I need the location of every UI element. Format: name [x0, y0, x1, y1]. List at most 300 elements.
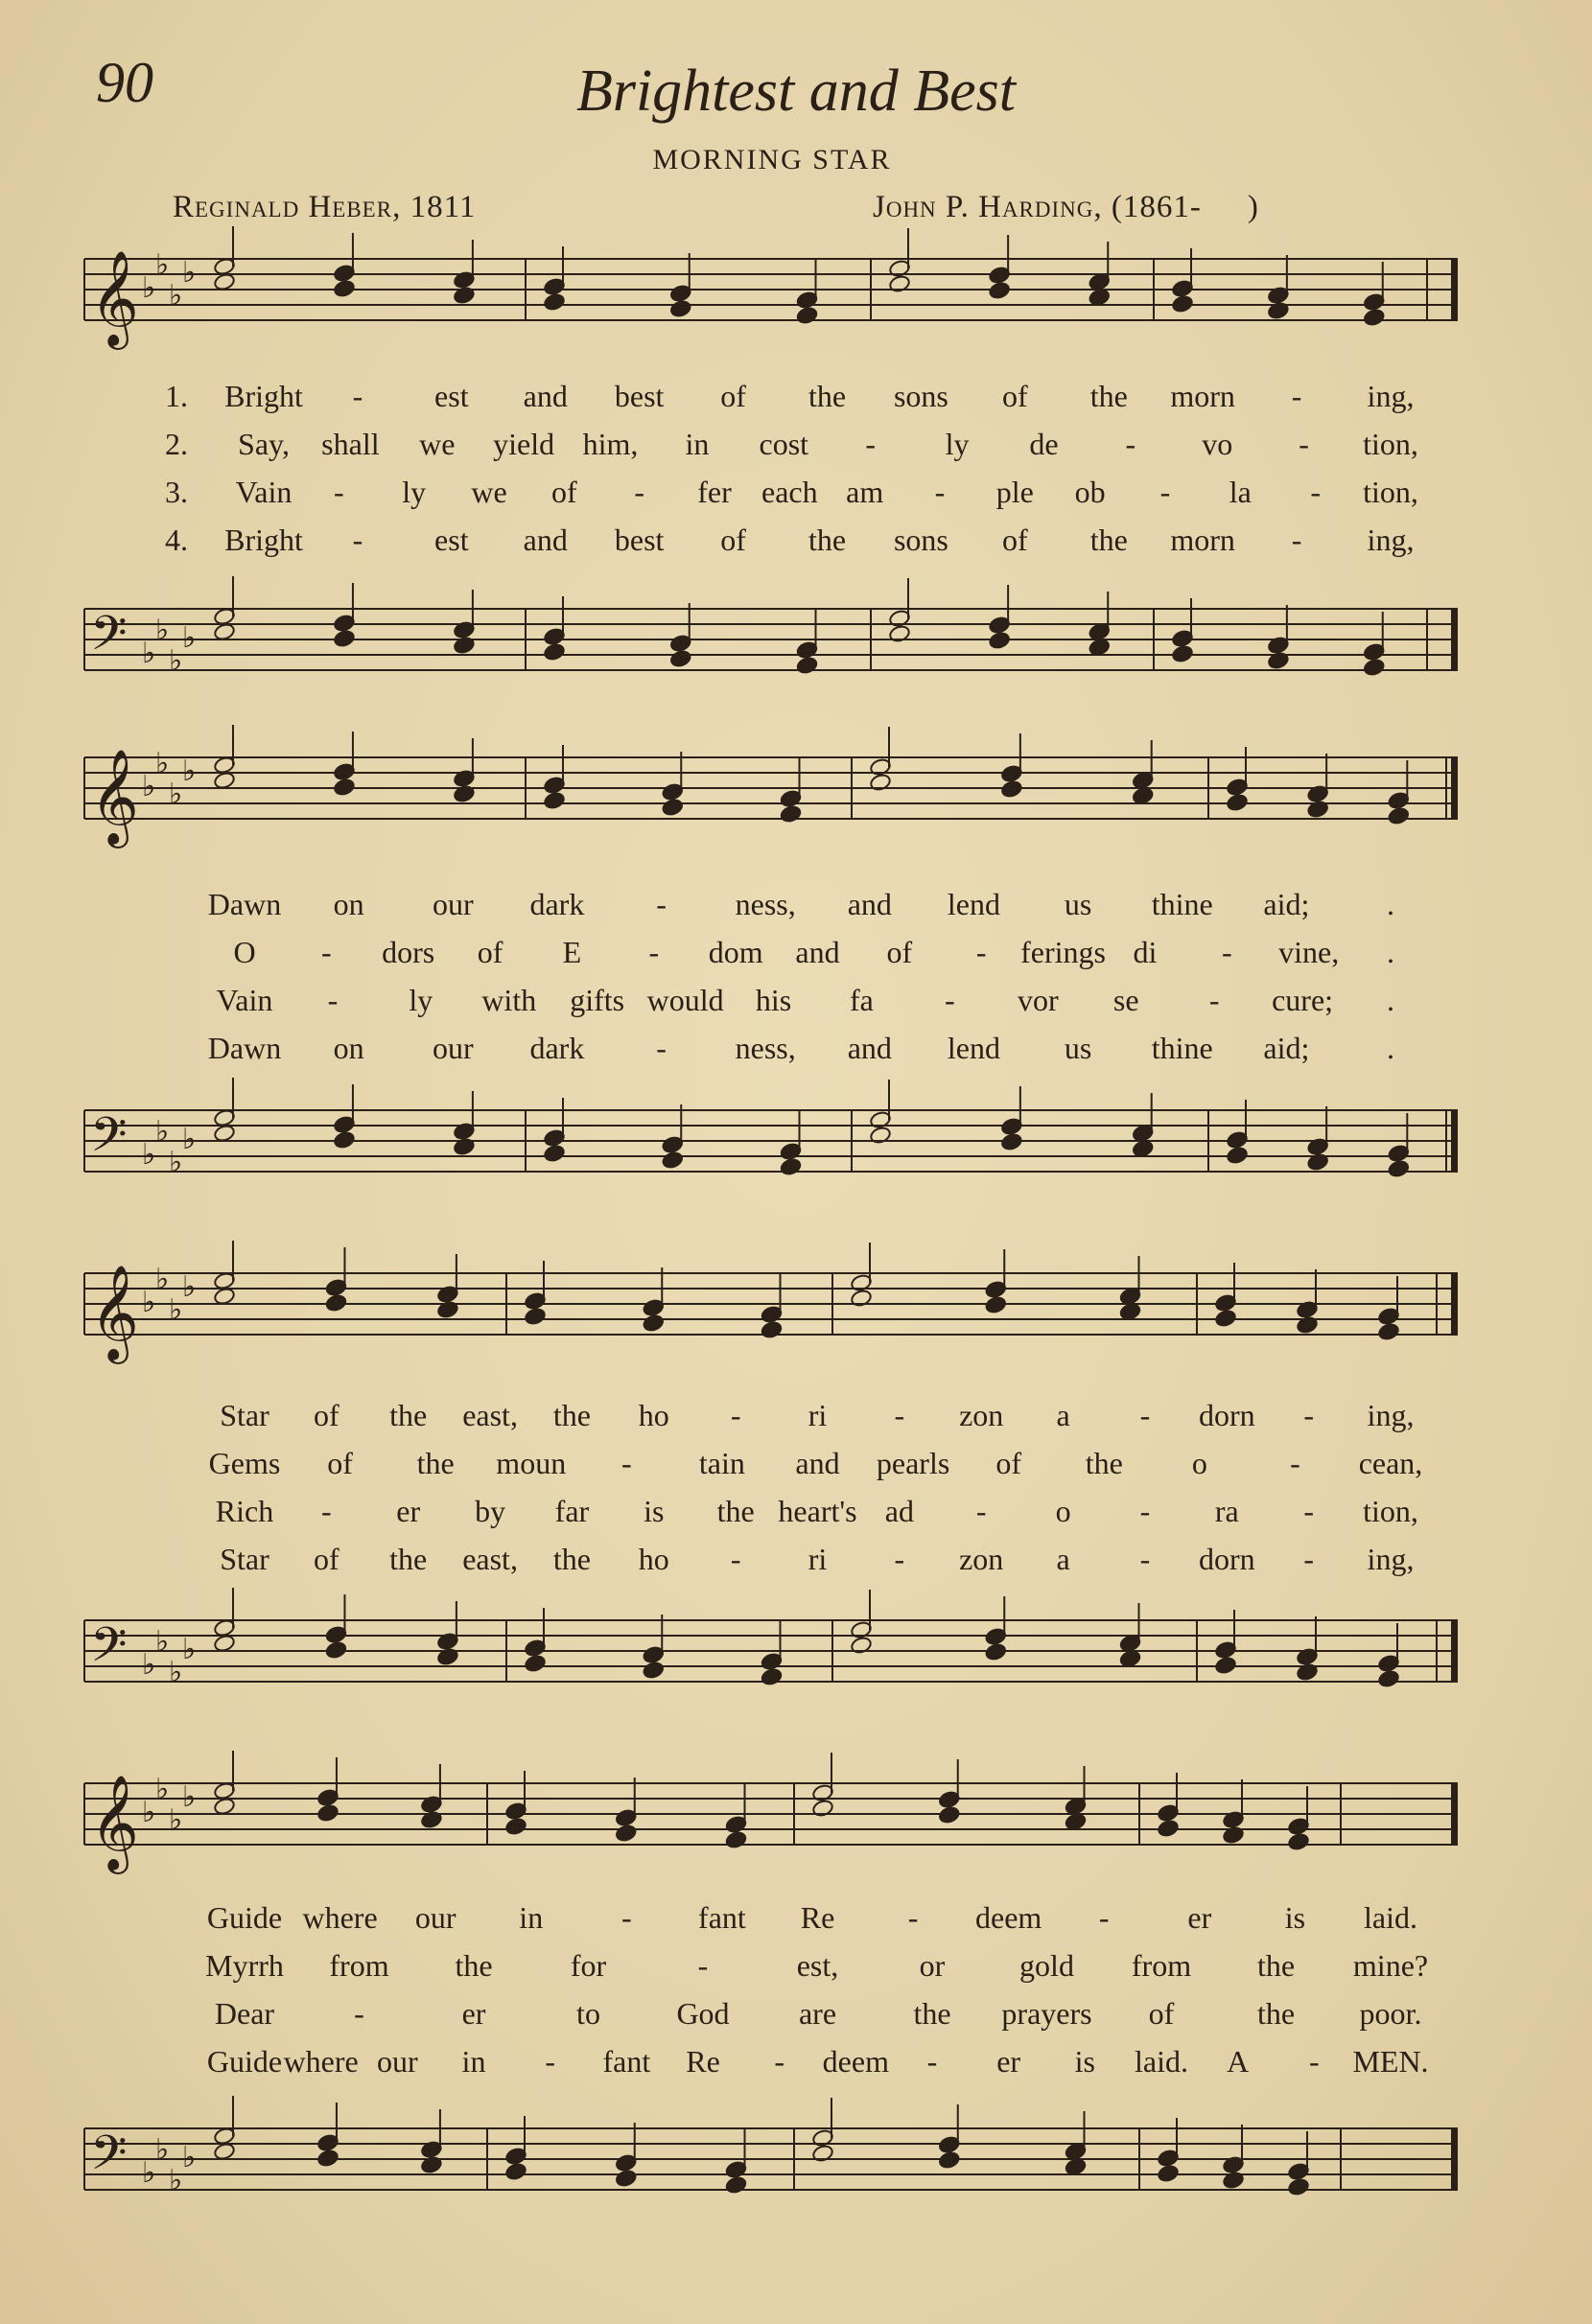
lyric-syllable: a: [1056, 1542, 1070, 1576]
lyric-syllable: -: [1139, 1542, 1151, 1576]
lyric-syllable: cost: [759, 427, 809, 461]
lyric-syllable: -: [1098, 1900, 1110, 1935]
lyric-syllable: of: [1002, 379, 1028, 413]
page-number: 90: [96, 51, 153, 114]
lyric-syllable: deem: [975, 1900, 1042, 1935]
lyric-syllable: -: [352, 379, 363, 413]
treble-staff: [84, 1244, 1456, 1379]
lyric-syllable: -: [1139, 1398, 1151, 1432]
note-head: [1171, 294, 1194, 314]
composer-close-paren: ): [1247, 190, 1259, 224]
lyric-syllable: Dawn: [207, 887, 282, 921]
note-head: [661, 1150, 684, 1170]
lyric-syllable: -: [621, 1900, 632, 1935]
lyric-syllable: E: [562, 935, 582, 969]
note-head: [1132, 1139, 1155, 1158]
composer-credit: [873, 190, 1259, 225]
lyric-syllable: ness,: [735, 887, 796, 921]
flat-icon: ♭: [182, 256, 197, 290]
lyric-syllable: poor.: [1359, 1996, 1422, 2031]
lyric-syllable: on: [333, 887, 364, 921]
lyric-syllable: ing,: [1367, 1398, 1415, 1432]
lyric-syllable: ho: [638, 1398, 669, 1432]
lyric-syllable: -: [648, 935, 660, 969]
note-head: [213, 1634, 236, 1653]
lyric-syllable: shall: [321, 427, 380, 461]
lyric-syllable: the: [808, 523, 847, 557]
end-barline: [1452, 1110, 1457, 1172]
note-head: [761, 1667, 784, 1686]
lyric-syllable: best: [614, 523, 665, 557]
lyric-syllable: in: [685, 427, 710, 461]
lyric-syllable: Dawn: [207, 1031, 282, 1065]
flat-icon: ♭: [169, 1146, 183, 1179]
flat-icon: ♭: [169, 1293, 183, 1327]
treble-staff: [84, 729, 1456, 863]
lyric-syllable: tion,: [1363, 475, 1418, 509]
lyric-syllable: of: [995, 1446, 1021, 1480]
lyric-syllable: God: [676, 1996, 730, 2031]
lyric-syllable: -: [1290, 1446, 1300, 1480]
note-head: [504, 1817, 527, 1836]
flat-icon: ♭: [182, 755, 197, 788]
note-head: [333, 279, 356, 298]
lyric-syllable: the: [1256, 1996, 1296, 2031]
lyric-syllable: Bright: [224, 379, 303, 413]
note-head: [780, 804, 803, 824]
tune-name: MORNING STAR: [652, 144, 892, 175]
flat-icon: ♭: [169, 644, 183, 678]
flat-icon: ♭: [142, 271, 156, 305]
flat-icon: ♭: [169, 1803, 183, 1837]
lyric-syllable: .: [1387, 1031, 1394, 1065]
lyric-syllable: -: [975, 935, 987, 969]
lyric-syllable: -: [945, 983, 955, 1017]
flat-icon: ♭: [182, 1123, 197, 1156]
note-head: [325, 1293, 348, 1313]
note-head: [213, 2142, 236, 2161]
lyric-syllable: of: [327, 1446, 353, 1480]
lyric-syllable: -: [926, 2044, 938, 2079]
lyric-syllable: ing,: [1367, 523, 1415, 557]
flat-icon: ♭: [169, 279, 183, 313]
end-barline: [1452, 757, 1457, 819]
lyric-syllable: morn: [1170, 523, 1235, 557]
lyric-syllable: from: [329, 1948, 389, 1983]
lyric-syllable: far: [554, 1494, 590, 1528]
note-head: [543, 642, 566, 662]
lyric-syllable: -: [321, 1494, 332, 1528]
lyric-syllable: -: [865, 427, 877, 461]
lyric-syllable: tion,: [1363, 1494, 1418, 1528]
note-head: [1388, 806, 1411, 825]
lyric-syllable: -: [321, 935, 332, 969]
lyric-syllable: we: [471, 475, 507, 509]
note-head: [642, 1313, 665, 1333]
lyric-syllable: of: [720, 523, 746, 557]
lyric-syllable: thine: [1151, 887, 1213, 921]
note-head: [524, 1654, 547, 1673]
lyric-syllable: -: [352, 523, 363, 557]
note-head: [1088, 638, 1111, 657]
lyric-syllable: Guide: [206, 1900, 283, 1935]
lyric-syllable: -: [1291, 379, 1302, 413]
lyric-syllable: -: [1159, 475, 1171, 509]
end-barline: [1452, 609, 1457, 670]
note-head: [1287, 1832, 1310, 1851]
bass-clef-icon: 𝄢: [90, 606, 128, 673]
lyric-syllable: O: [233, 935, 256, 969]
note-head: [1171, 644, 1194, 663]
lyric-syllable: -: [1303, 1494, 1314, 1528]
lyric-syllable: or: [919, 1948, 946, 1983]
lyric-syllable: gifts: [570, 983, 625, 1017]
lyric-syllable: ob: [1074, 475, 1106, 509]
lyric-syllable: each: [761, 475, 818, 509]
lyric-syllable: -: [1309, 2044, 1320, 2079]
lyric-syllable: east,: [462, 1542, 518, 1576]
lyric-syllable: -: [1139, 1494, 1151, 1528]
flat-icon: ♭: [169, 2164, 183, 2197]
lyric-syllable: .: [1387, 887, 1394, 921]
lyric-syllable: of: [720, 379, 746, 413]
note-head: [615, 1824, 638, 1843]
verse-number: 1.: [165, 379, 188, 413]
lyric-syllable: vor: [1017, 983, 1059, 1017]
lyric-syllable: -: [1221, 935, 1232, 969]
lyric-syllable: -: [934, 475, 946, 509]
end-barline: [1452, 1620, 1457, 1682]
flat-icon: ♭: [142, 1796, 156, 1829]
lyric-syllable: the: [416, 1446, 455, 1480]
lyric-syllable: -: [975, 1494, 987, 1528]
lyric-syllable: his: [755, 983, 792, 1017]
lyric-syllable: fant: [698, 1900, 746, 1935]
bass-staff: [84, 2100, 1456, 2234]
lyric-syllable: er: [396, 1494, 421, 1528]
note-head: [213, 272, 236, 291]
lyric-syllable: the: [913, 1996, 951, 2031]
lyric-syllable: best: [614, 379, 665, 413]
note-head: [1377, 1322, 1400, 1341]
lyric-syllable: se: [1112, 983, 1139, 1017]
lyric-syllable: and: [523, 379, 568, 413]
lyric-syllable: -: [730, 1398, 741, 1432]
lyric-syllable: dom: [708, 935, 763, 969]
lyric-syllable: fa: [850, 983, 874, 1017]
lyric-syllable: -: [697, 1948, 709, 1983]
lyric-syllable: are: [798, 1996, 837, 2031]
lyric-syllable: laid.: [1135, 2044, 1188, 2079]
lyric-syllable: sons: [893, 379, 948, 413]
lyric-syllable: dorn: [1198, 1398, 1255, 1432]
lyric-syllable: ho: [638, 1542, 669, 1576]
lyric-syllable: aid;: [1263, 887, 1310, 921]
lyric-syllable: deem: [822, 2044, 889, 2079]
note-head: [1157, 1819, 1180, 1838]
flat-icon: ♭: [155, 1263, 170, 1296]
note-head: [669, 649, 692, 668]
lyric-syllable: -: [634, 475, 644, 509]
flat-icon: ♭: [182, 621, 197, 655]
lyric-syllable: -: [1291, 523, 1302, 557]
lyric-syllable: mine?: [1352, 1948, 1429, 1983]
lyric-syllable: and: [795, 935, 840, 969]
lyric-syllable: -: [730, 1542, 741, 1576]
note-head: [316, 2149, 339, 2168]
lyric-syllable: -: [1310, 475, 1321, 509]
note-head: [761, 1320, 784, 1339]
lyric-syllable: lend: [947, 887, 1000, 921]
lyric-syllable: lend: [947, 1031, 1000, 1065]
flat-icon: ♭: [142, 1138, 156, 1172]
lyric-syllable: ly: [945, 427, 970, 461]
flat-icon: ♭: [155, 614, 170, 647]
flat-icon: ♭: [142, 1648, 156, 1682]
lyric-syllable: -: [621, 1446, 632, 1480]
lyric-syllable: dark: [529, 1031, 585, 1065]
lyric-syllable: the: [1089, 523, 1128, 557]
note-head: [1132, 786, 1155, 805]
lyric-syllable: est,: [796, 1948, 839, 1983]
lyric-syllable: -: [1299, 427, 1309, 461]
lyric-syllable: cean,: [1358, 1446, 1423, 1480]
lyric-syllable: of: [314, 1542, 339, 1576]
lyric-syllable: the: [716, 1494, 755, 1528]
lyric-syllable: east,: [462, 1398, 518, 1432]
lyric-syllable: Re: [686, 2044, 720, 2079]
treble-staff: [84, 1755, 1456, 1889]
note-head: [1065, 2157, 1088, 2176]
lyric-syllable: by: [475, 1494, 506, 1528]
lyric-syllable: -: [1303, 1398, 1314, 1432]
lyric-syllable: tain: [698, 1446, 745, 1480]
lyric-syllable: him,: [582, 427, 639, 461]
lyric-syllable: the: [455, 1948, 493, 1983]
note-head: [543, 292, 566, 312]
lyric-syllable: for: [570, 1948, 607, 1983]
hymn-title: Brightest and Best: [575, 58, 1017, 124]
lyric-syllable: our: [432, 1031, 474, 1065]
lyric-syllable: ra: [1214, 1494, 1239, 1528]
composer-name: John P. Harding, (1861-: [873, 190, 1202, 224]
bass-staff: [84, 1081, 1456, 1216]
lyric-syllable: fant: [602, 2044, 651, 2079]
lyric-syllable: est: [434, 379, 469, 413]
lyric-syllable: is: [644, 1494, 665, 1528]
lyric-syllable: -: [894, 1398, 905, 1432]
note-head: [780, 1157, 803, 1176]
lyric-syllable: o: [1191, 1446, 1207, 1480]
lyric-syllable: where: [302, 1900, 378, 1935]
flat-icon: ♭: [182, 1780, 197, 1814]
lyric-syllable: Dear: [214, 1996, 275, 2031]
note-head: [1119, 1302, 1142, 1321]
lyric-syllable: ple: [995, 475, 1034, 509]
treble-staff: [84, 230, 1456, 364]
lyric-syllable: ad: [884, 1494, 914, 1528]
lyric-syllable: the: [1256, 1948, 1296, 1983]
flat-icon: ♭: [155, 248, 170, 282]
lyric-syllable: the: [552, 1542, 591, 1576]
lyric-syllable: prayers: [1001, 1996, 1092, 2031]
treble-clef-icon: 𝄞: [90, 1265, 139, 1360]
lyric-syllable: -: [1208, 983, 1220, 1017]
lyric-syllable: and: [847, 1031, 892, 1065]
lyric-syllable: ri: [808, 1542, 828, 1576]
lyric-syllable: zon: [959, 1398, 1004, 1432]
note-head: [1000, 779, 1023, 799]
lyric-syllable: to: [576, 1996, 600, 2031]
flat-icon: ♭: [142, 637, 156, 670]
note-head: [213, 622, 236, 641]
lyric-syllable: where: [283, 2044, 359, 2079]
note-head: [984, 1642, 1007, 1662]
lyric-syllable: zon: [959, 1542, 1004, 1576]
lyric-syllable: and: [795, 1446, 840, 1480]
lyric-syllable: Re: [800, 1900, 835, 1935]
note-head: [1388, 1159, 1411, 1178]
author-credit: Reginald Heber, 1811: [173, 190, 477, 224]
lyric-syllable: dors: [382, 935, 435, 969]
verse-number: 4.: [165, 523, 188, 557]
lyric-syllable: -: [656, 1031, 667, 1065]
lyric-syllable: -: [327, 983, 339, 1017]
lyric-syllable: Myrrh: [205, 1948, 284, 1983]
lyric-syllable: er: [461, 1996, 486, 2031]
lyric-syllable: the: [389, 1398, 428, 1432]
lyric-syllable: ri: [808, 1398, 828, 1432]
note-head: [615, 2169, 638, 2188]
bass-clef-icon: 𝄢: [90, 1107, 128, 1174]
lyric-syllable: Vain: [216, 983, 273, 1017]
note-head: [1214, 1309, 1237, 1328]
lyric-syllable: sons: [893, 523, 948, 557]
note-head: [796, 656, 819, 675]
lyric-syllable: yield: [493, 427, 555, 461]
flat-icon: ♭: [155, 1625, 170, 1659]
lyric-syllable: of: [477, 935, 503, 969]
lyric-syllable: fer: [697, 475, 732, 509]
lyric-syllable: of: [551, 475, 577, 509]
bass-clef-icon: 𝄢: [90, 2126, 128, 2193]
lyric-syllable: Rich: [215, 1494, 274, 1528]
lyric-syllable: of: [1148, 1996, 1175, 2031]
note-head: [938, 2150, 961, 2170]
lyric-syllable: .: [1387, 935, 1394, 969]
lyric-syllable: gold: [1019, 1948, 1074, 1983]
lyric-syllable: morn: [1170, 379, 1235, 413]
lyric-syllable: -: [907, 1900, 919, 1935]
lyric-syllable: pearls: [876, 1446, 950, 1480]
note-head: [316, 1803, 339, 1823]
lyric-syllable: the: [389, 1542, 428, 1576]
lyric-syllable: would: [646, 983, 724, 1017]
note-head: [325, 1640, 348, 1660]
lyric-syllable: the: [552, 1398, 591, 1432]
note-head: [333, 629, 356, 648]
lyric-syllable: Guide: [206, 2044, 283, 2079]
flat-icon: ♭: [169, 778, 183, 811]
lyric-syllable: Gems: [208, 1446, 281, 1480]
lyric-syllable: vo: [1202, 427, 1233, 461]
lyric-syllable: er: [1187, 1900, 1212, 1935]
lyric-syllable: -: [334, 475, 344, 509]
lyric-syllable: on: [333, 1031, 364, 1065]
lyric-syllable: in: [461, 2044, 486, 2079]
note-head: [543, 1144, 566, 1163]
flat-icon: ♭: [155, 1115, 170, 1149]
note-head: [504, 2162, 527, 2181]
lyric-syllable: Say,: [238, 427, 290, 461]
lyric-syllable: Bright: [224, 523, 303, 557]
note-head: [938, 1805, 961, 1824]
lyric-syllable: ing,: [1367, 1542, 1415, 1576]
note-head: [1119, 1649, 1142, 1668]
note-head: [988, 281, 1011, 300]
lyric-syllable: Vain: [235, 475, 293, 509]
lyric-syllable: thine: [1151, 1031, 1213, 1065]
lyric-syllable: moun: [496, 1446, 567, 1480]
note-head: [543, 791, 566, 810]
lyric-syllable: vine,: [1278, 935, 1340, 969]
note-head: [988, 631, 1011, 650]
lyric-syllable: -: [656, 887, 667, 921]
flat-icon: ♭: [142, 1286, 156, 1319]
note-head: [725, 2175, 748, 2195]
lyric-syllable: -: [354, 1996, 364, 2031]
lyric-syllable: us: [1064, 1031, 1092, 1065]
note-head: [1065, 1812, 1088, 1831]
note-head: [1157, 2164, 1180, 2183]
note-head: [984, 1295, 1007, 1314]
lyric-syllable: ness,: [735, 1031, 796, 1065]
lyric-syllable: di: [1133, 935, 1158, 969]
treble-clef-icon: 𝄞: [90, 250, 139, 346]
lyric-syllable: we: [419, 427, 456, 461]
bass-staff: [84, 1592, 1456, 1726]
note-head: [796, 306, 819, 325]
note-head: [1226, 793, 1249, 812]
lyric-syllable: and: [523, 523, 568, 557]
note-head: [1000, 1132, 1023, 1151]
lyric-syllable: laid.: [1364, 1900, 1417, 1935]
lyric-syllable: cure;: [1272, 983, 1334, 1017]
flat-icon: ♭: [182, 1270, 197, 1304]
flat-icon: ♭: [142, 2156, 156, 2190]
lyric-syllable: with: [481, 983, 537, 1017]
flat-icon: ♭: [169, 1656, 183, 1689]
end-barline: [1452, 1783, 1457, 1845]
lyric-syllable: -: [894, 1542, 905, 1576]
lyric-syllable: aid;: [1263, 1031, 1310, 1065]
lyric-syllable: ly: [409, 983, 433, 1017]
treble-clef-icon: 𝄞: [90, 749, 139, 845]
lyric-syllable: Star: [220, 1398, 269, 1432]
lyric-syllable: our: [414, 1900, 457, 1935]
verse-number: 3.: [165, 475, 188, 509]
lyric-syllable: am: [846, 475, 884, 509]
note-head: [661, 798, 684, 817]
lyric-syllable: a: [1056, 1398, 1070, 1432]
note-head: [1377, 1669, 1400, 1688]
note-head: [213, 1124, 236, 1143]
lyric-syllable: in: [519, 1900, 544, 1935]
lyric-syllable: -: [1303, 1542, 1314, 1576]
lyric-syllable: of: [886, 935, 913, 969]
flat-icon: ♭: [155, 747, 170, 780]
lyric-syllable: -: [774, 2044, 784, 2079]
